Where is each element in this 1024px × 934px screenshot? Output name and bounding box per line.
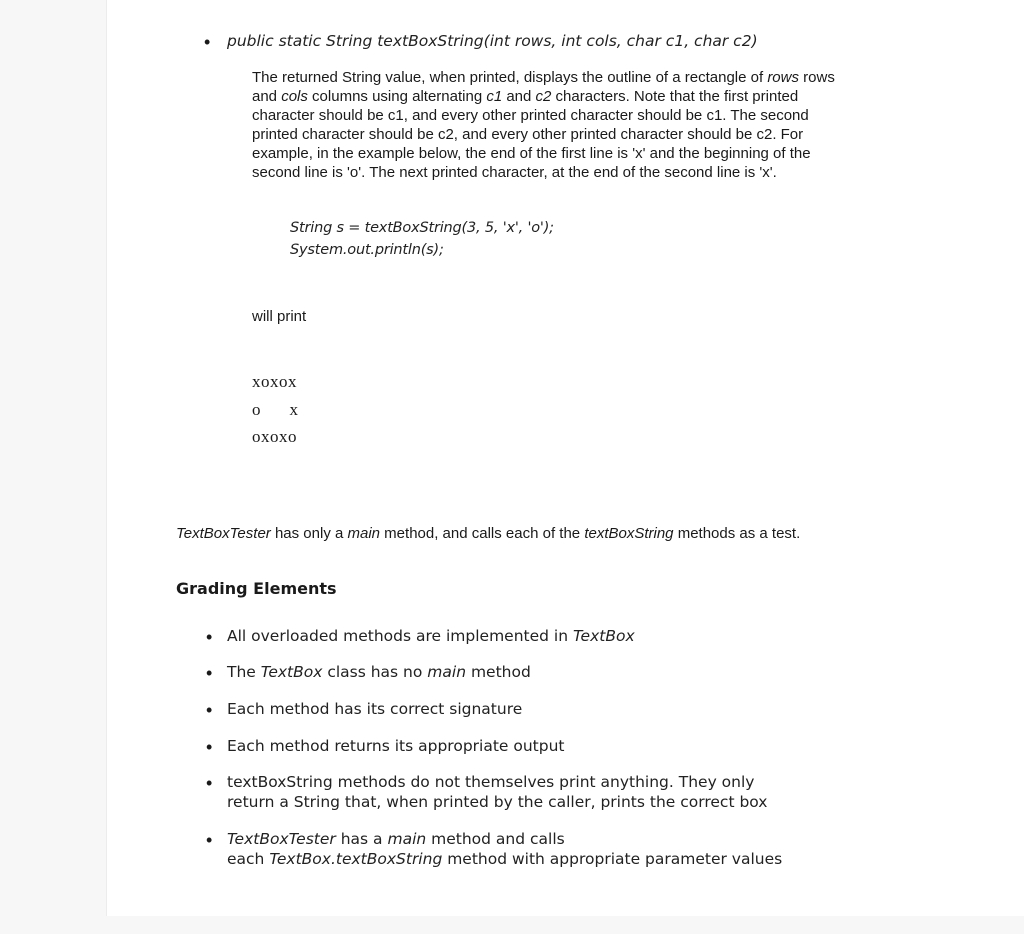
bullet-icon: • bbox=[206, 700, 213, 720]
method-signature: public static String textBoxString(int rows, int cols, char c1, char c2) bbox=[227, 32, 758, 50]
bullet-icon: • bbox=[206, 773, 213, 793]
output-line: o x bbox=[252, 400, 299, 419]
bullet-icon: • bbox=[206, 830, 213, 850]
code-line: System.out.println(s); bbox=[290, 242, 444, 258]
grading-heading: Grading Elements bbox=[176, 579, 337, 598]
bullet-icon: • bbox=[206, 737, 213, 757]
grading-item: TextBoxTester has a main method and calls each TextBox.textBoxString method with appropriate parameter values bbox=[227, 830, 783, 868]
output-line: oxoxo bbox=[252, 427, 297, 446]
bullet-icon: • bbox=[204, 32, 211, 52]
bullet-icon: • bbox=[206, 627, 213, 647]
code-line: String s = textBoxString(3, 5, 'x', 'o'); bbox=[290, 220, 554, 236]
method-description: The returned String value, when printed, displays the outline of a rectangle of rows rows and cols columns using alternating c1 and c2 characters. Note that the first printed character should be c1, and every other printed character should be c1. The second printed character should be c2, and every other printed character should be c2. For example, in the example below, the end of the first line is 'x' and the beginning of the second line is 'o'. The next printed character, at the end of the second line is 'x'. bbox=[252, 69, 835, 181]
will-print-label: will print bbox=[252, 308, 307, 325]
output-line: xoxox bbox=[252, 372, 297, 391]
grading-item: All overloaded methods are implemented in TextBox bbox=[227, 627, 635, 645]
grading-item: Each method has its correct signature bbox=[227, 700, 523, 718]
grading-item: textBoxString methods do not themselves print anything. They only return a String that, when printed by the caller, prints the correct box bbox=[227, 773, 768, 811]
bullet-icon: • bbox=[206, 663, 213, 683]
grading-item: The TextBox class has no main method bbox=[227, 663, 531, 681]
tester-description: TextBoxTester has only a main method, and calls each of the textBoxString methods as a test. bbox=[176, 525, 801, 542]
grading-item: Each method returns its appropriate output bbox=[227, 737, 565, 755]
